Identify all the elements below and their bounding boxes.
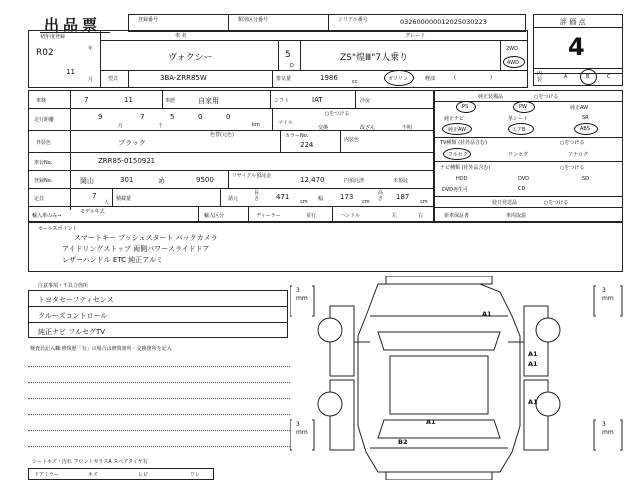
inspection-year: 7 — [84, 96, 89, 104]
handle-right: 右 — [418, 213, 424, 219]
first-reg-year: R02 — [36, 48, 54, 58]
notes-title: 注意事項・不具合箇所 — [38, 283, 89, 289]
meter-note: ○をつける — [325, 111, 350, 117]
score-value: 4 — [568, 33, 585, 61]
capacity-unit: 人 — [104, 200, 110, 206]
tv-oneseg: ワンセグ — [508, 152, 529, 158]
bottom-item-crack: ヒビ — [138, 472, 149, 478]
tire-unit-fl: mm — [296, 295, 308, 302]
mileage-label: 走行距離 — [34, 117, 55, 123]
equip-abs: ABS — [580, 126, 590, 132]
height-label: 高さ — [378, 190, 384, 202]
length-value: 471 — [276, 193, 290, 201]
inspector-title: 検査員記入欄:修復歴「有」の場合は修復箇所・交換箇所を記入 — [30, 346, 172, 352]
first-reg-month: 11 — [66, 68, 75, 76]
meter-tamper: 改ざん — [360, 125, 376, 131]
equip-ps-circle — [456, 101, 476, 113]
recycle-value: 12,470 — [300, 176, 325, 184]
frame-value: ZRR85-0150921 — [98, 157, 156, 165]
month-unit: 月 — [88, 77, 94, 83]
rear-window — [378, 420, 500, 438]
document-title: 出品票 — [44, 16, 102, 34]
mileage-digit-4: 0 — [198, 113, 203, 121]
navi-title: ナビ種類 (社外品含む) — [440, 165, 491, 171]
wheel-front-right — [536, 318, 560, 342]
recycle-label: リサイクル預託金 — [232, 173, 272, 179]
doc-title: 使日発送品 — [492, 200, 518, 206]
width-label: 幅 — [318, 196, 324, 202]
import-parallel: 並行 — [306, 213, 317, 219]
equip-ps: PS — [462, 104, 469, 110]
tire-depth-fl: 3 — [296, 287, 300, 294]
inspection-month: 11 — [124, 96, 133, 104]
sales-point-line-2: アイドリングストップ 両側パワースライドドア — [62, 245, 210, 253]
displacement-label: 排気量 — [276, 76, 292, 82]
wheel-rear-right — [536, 392, 560, 416]
front-bumper — [386, 276, 492, 284]
color-sub-label: 色替(元色) — [210, 132, 234, 138]
height-value: 187 — [396, 193, 410, 201]
bracket-rr — [594, 420, 596, 450]
sales-point-line-3: レザーハンドル ETC 純正アルミ — [62, 256, 163, 264]
bracket-fl — [290, 286, 292, 316]
serial-number: 032600000012025030223 — [400, 18, 487, 26]
wheel-front-left — [318, 318, 342, 342]
displacement-unit: cc — [352, 79, 358, 85]
mileage-digit-1: 9 — [98, 113, 103, 121]
recycle-not-deposited: 未預託 — [393, 178, 409, 184]
bracket-fr-r — [620, 286, 622, 316]
first-reg-label: 初年度登録 — [40, 34, 66, 40]
grade-label: グレード — [405, 33, 426, 39]
navi-cd: CD — [518, 186, 526, 192]
doc-manual: 車両取説 — [506, 213, 527, 219]
interior-b-circle — [580, 69, 597, 85]
car-name-value: ヴォクシー — [168, 53, 213, 63]
note-item-3: 純正ナビ フルセグTV — [38, 328, 106, 336]
mark-right-front: A1 — [528, 350, 538, 358]
usage-label: 車歴 — [165, 98, 176, 104]
tv-analog: アナログ — [568, 152, 589, 158]
car-inspection-diagram — [290, 276, 630, 480]
rear-bumper — [386, 472, 492, 480]
car-name-label: 車 名 — [175, 33, 187, 39]
color-label: 外装色 — [36, 140, 52, 146]
bracket-rr-r — [620, 420, 622, 450]
chassis-class-label: 類別区分番号 — [238, 17, 269, 23]
navi-dvd-play: DVD再生可 — [442, 187, 469, 193]
bottom-note: シートキズ・汚れ フロントガラスA スペアタイヤ有 — [32, 459, 148, 465]
navi-hdd: HDD — [456, 176, 468, 182]
tv-title: TV種類 (社外品含む) — [440, 140, 487, 146]
sales-points-title: セールスポイント — [38, 226, 78, 232]
width-unit: cm — [362, 199, 370, 205]
fuel-gasoline-circle — [384, 70, 414, 86]
inspection-label: 車検 — [36, 98, 47, 104]
interior-color-label: 内装色 — [344, 137, 360, 143]
frame-label: 車台No. — [34, 160, 53, 166]
size-label: 諸元 — [228, 196, 239, 202]
displacement-value: 1986 — [320, 74, 338, 82]
capacity-value: 7 — [92, 192, 97, 200]
interior-c: C — [607, 74, 611, 80]
navi-note: ○をつける — [560, 165, 585, 171]
import-class-label: 輸入区分 — [204, 213, 225, 219]
shift-label: シフト — [274, 98, 290, 104]
shift-value: IAT — [312, 96, 323, 104]
equip-sr: SR — [582, 115, 589, 121]
plate-region: 岡山 — [80, 177, 94, 185]
model-year-label: モデル年式 — [80, 209, 105, 215]
model-label: 型式 — [108, 76, 119, 82]
drive-2wd: 2WD — [506, 46, 518, 52]
equip-aw: 純正AW — [570, 105, 589, 111]
tire-depth-rr: 3 — [602, 421, 606, 428]
mark-rear-window: A1 — [426, 418, 436, 426]
equip-navi: 純正ナビ — [444, 116, 465, 122]
doc-warranty: 新車保証書 — [444, 213, 470, 219]
plate-class: 301 — [120, 176, 134, 184]
usage-value: 自家用 — [198, 97, 219, 105]
fuel-paren-open: ( — [454, 75, 456, 81]
recycle-deposited: 円預託済 — [344, 178, 365, 184]
navi-dvd: DVD — [518, 176, 530, 182]
mark-right-rear: A1 — [528, 398, 538, 406]
handle-label: ハンドル — [340, 213, 361, 219]
bracket-rl — [290, 420, 292, 450]
color-code-label: カラーNo. — [285, 133, 309, 139]
body-outline — [358, 284, 520, 472]
interior-label: 内装 — [537, 71, 543, 83]
equip-abs-circle — [574, 123, 598, 135]
wheel-rear-left — [318, 392, 342, 416]
bottom-item-mirror: ドアミラー — [34, 472, 59, 478]
bracket-rl-r — [312, 420, 314, 450]
equip-airbag: エアB — [512, 127, 526, 133]
mileage-unit-sen: 千 — [158, 123, 164, 129]
tv-fullseg: フルセグ — [448, 152, 468, 158]
import-label: 輸入車のみ→ — [32, 213, 62, 219]
sales-point-line-1: スマートキー プッシュスタート バックカメラ — [74, 234, 218, 242]
tire-depth-fr: 3 — [602, 287, 606, 294]
bottom-item-scratch: キズ — [88, 472, 98, 478]
equip-title: 純正装備品 — [478, 94, 504, 100]
equip-pw: PW — [519, 104, 527, 110]
mileage-digit-3: 5 — [170, 113, 175, 121]
windshield — [378, 332, 500, 350]
plate-label: 登録No. — [34, 178, 53, 184]
fuel-paren-close: ) — [490, 75, 492, 81]
import-dealer: ディーラー — [256, 213, 281, 219]
interior-a: A — [564, 74, 568, 80]
ac-label: 冷房 — [360, 98, 371, 104]
equip-pw-circle — [513, 101, 535, 113]
tire-unit-rr: mm — [602, 429, 614, 436]
load-label: 積載量 — [116, 196, 132, 202]
grade-value: ZS"煌Ⅲ"7人乗り — [340, 53, 409, 63]
capacity-label: 定員 — [34, 196, 45, 202]
equip-aw2: 純正AW — [448, 127, 467, 133]
equip-aw2-circle — [442, 123, 472, 135]
tv-note: ○をつける — [560, 140, 585, 146]
tire-depth-rl: 3 — [296, 421, 300, 428]
tv-fullseg-circle — [443, 148, 471, 160]
year-unit: 年 — [88, 46, 94, 52]
drive-4wd-circle — [503, 56, 525, 68]
equip-note: ○をつける — [534, 94, 559, 100]
mileage-digit-5: 0 — [226, 113, 231, 121]
mark-hood: A1 — [482, 310, 492, 318]
interior-b: B — [586, 74, 590, 80]
height-unit: cm — [420, 199, 428, 205]
fuel-gasoline: ガソリン — [388, 76, 409, 82]
color-value: ブラック — [118, 139, 146, 147]
meter-swap: 交換 — [318, 125, 329, 131]
width-value: 173 — [340, 193, 354, 201]
equip-leather: 革シート — [508, 116, 529, 122]
length-unit: cm — [300, 199, 308, 205]
color-code-value: 224 — [300, 141, 314, 149]
mark-right-front-2: A1 — [528, 360, 538, 368]
bottom-item-break: ワレ — [190, 472, 201, 478]
plate-kana: め — [158, 177, 165, 185]
tire-unit-rl: mm — [296, 429, 308, 436]
bracket-fl-r — [312, 286, 314, 316]
mileage-digit-2: 7 — [140, 113, 145, 121]
navi-sd: SD — [582, 176, 590, 182]
meter-mile: マイル — [278, 120, 293, 126]
bracket-fr — [594, 286, 596, 316]
mark-rear-left: B2 — [398, 438, 408, 446]
model-value: 3BA-ZRR85W — [160, 74, 207, 82]
handle-left: 左 — [392, 213, 398, 219]
length-label: 長さ — [254, 190, 260, 202]
drive-4wd: 4WD — [507, 60, 519, 66]
doors-value: 5 — [285, 50, 291, 60]
score-label: 評 価 点 — [560, 18, 586, 26]
doors-unit: D — [290, 63, 294, 69]
roof — [390, 356, 488, 414]
serial-label: シリアル番号 — [338, 17, 368, 23]
reg-label: 登録番号 — [138, 17, 159, 23]
note-item-2: クルーズコントロール — [38, 312, 108, 320]
doc-note: ○をつける — [544, 200, 569, 206]
mileage-unit-man: 万 — [118, 123, 124, 129]
mileage-unit-km: km — [252, 122, 260, 128]
fuel-diesel: 軽油 — [425, 76, 436, 82]
meter-unknown: 不明 — [402, 125, 413, 131]
equip-airbag-circle — [508, 123, 534, 135]
plate-number: 9500 — [196, 176, 214, 184]
tire-unit-fr: mm — [602, 295, 614, 302]
note-item-1: トヨタセーフティセンス — [38, 296, 114, 304]
